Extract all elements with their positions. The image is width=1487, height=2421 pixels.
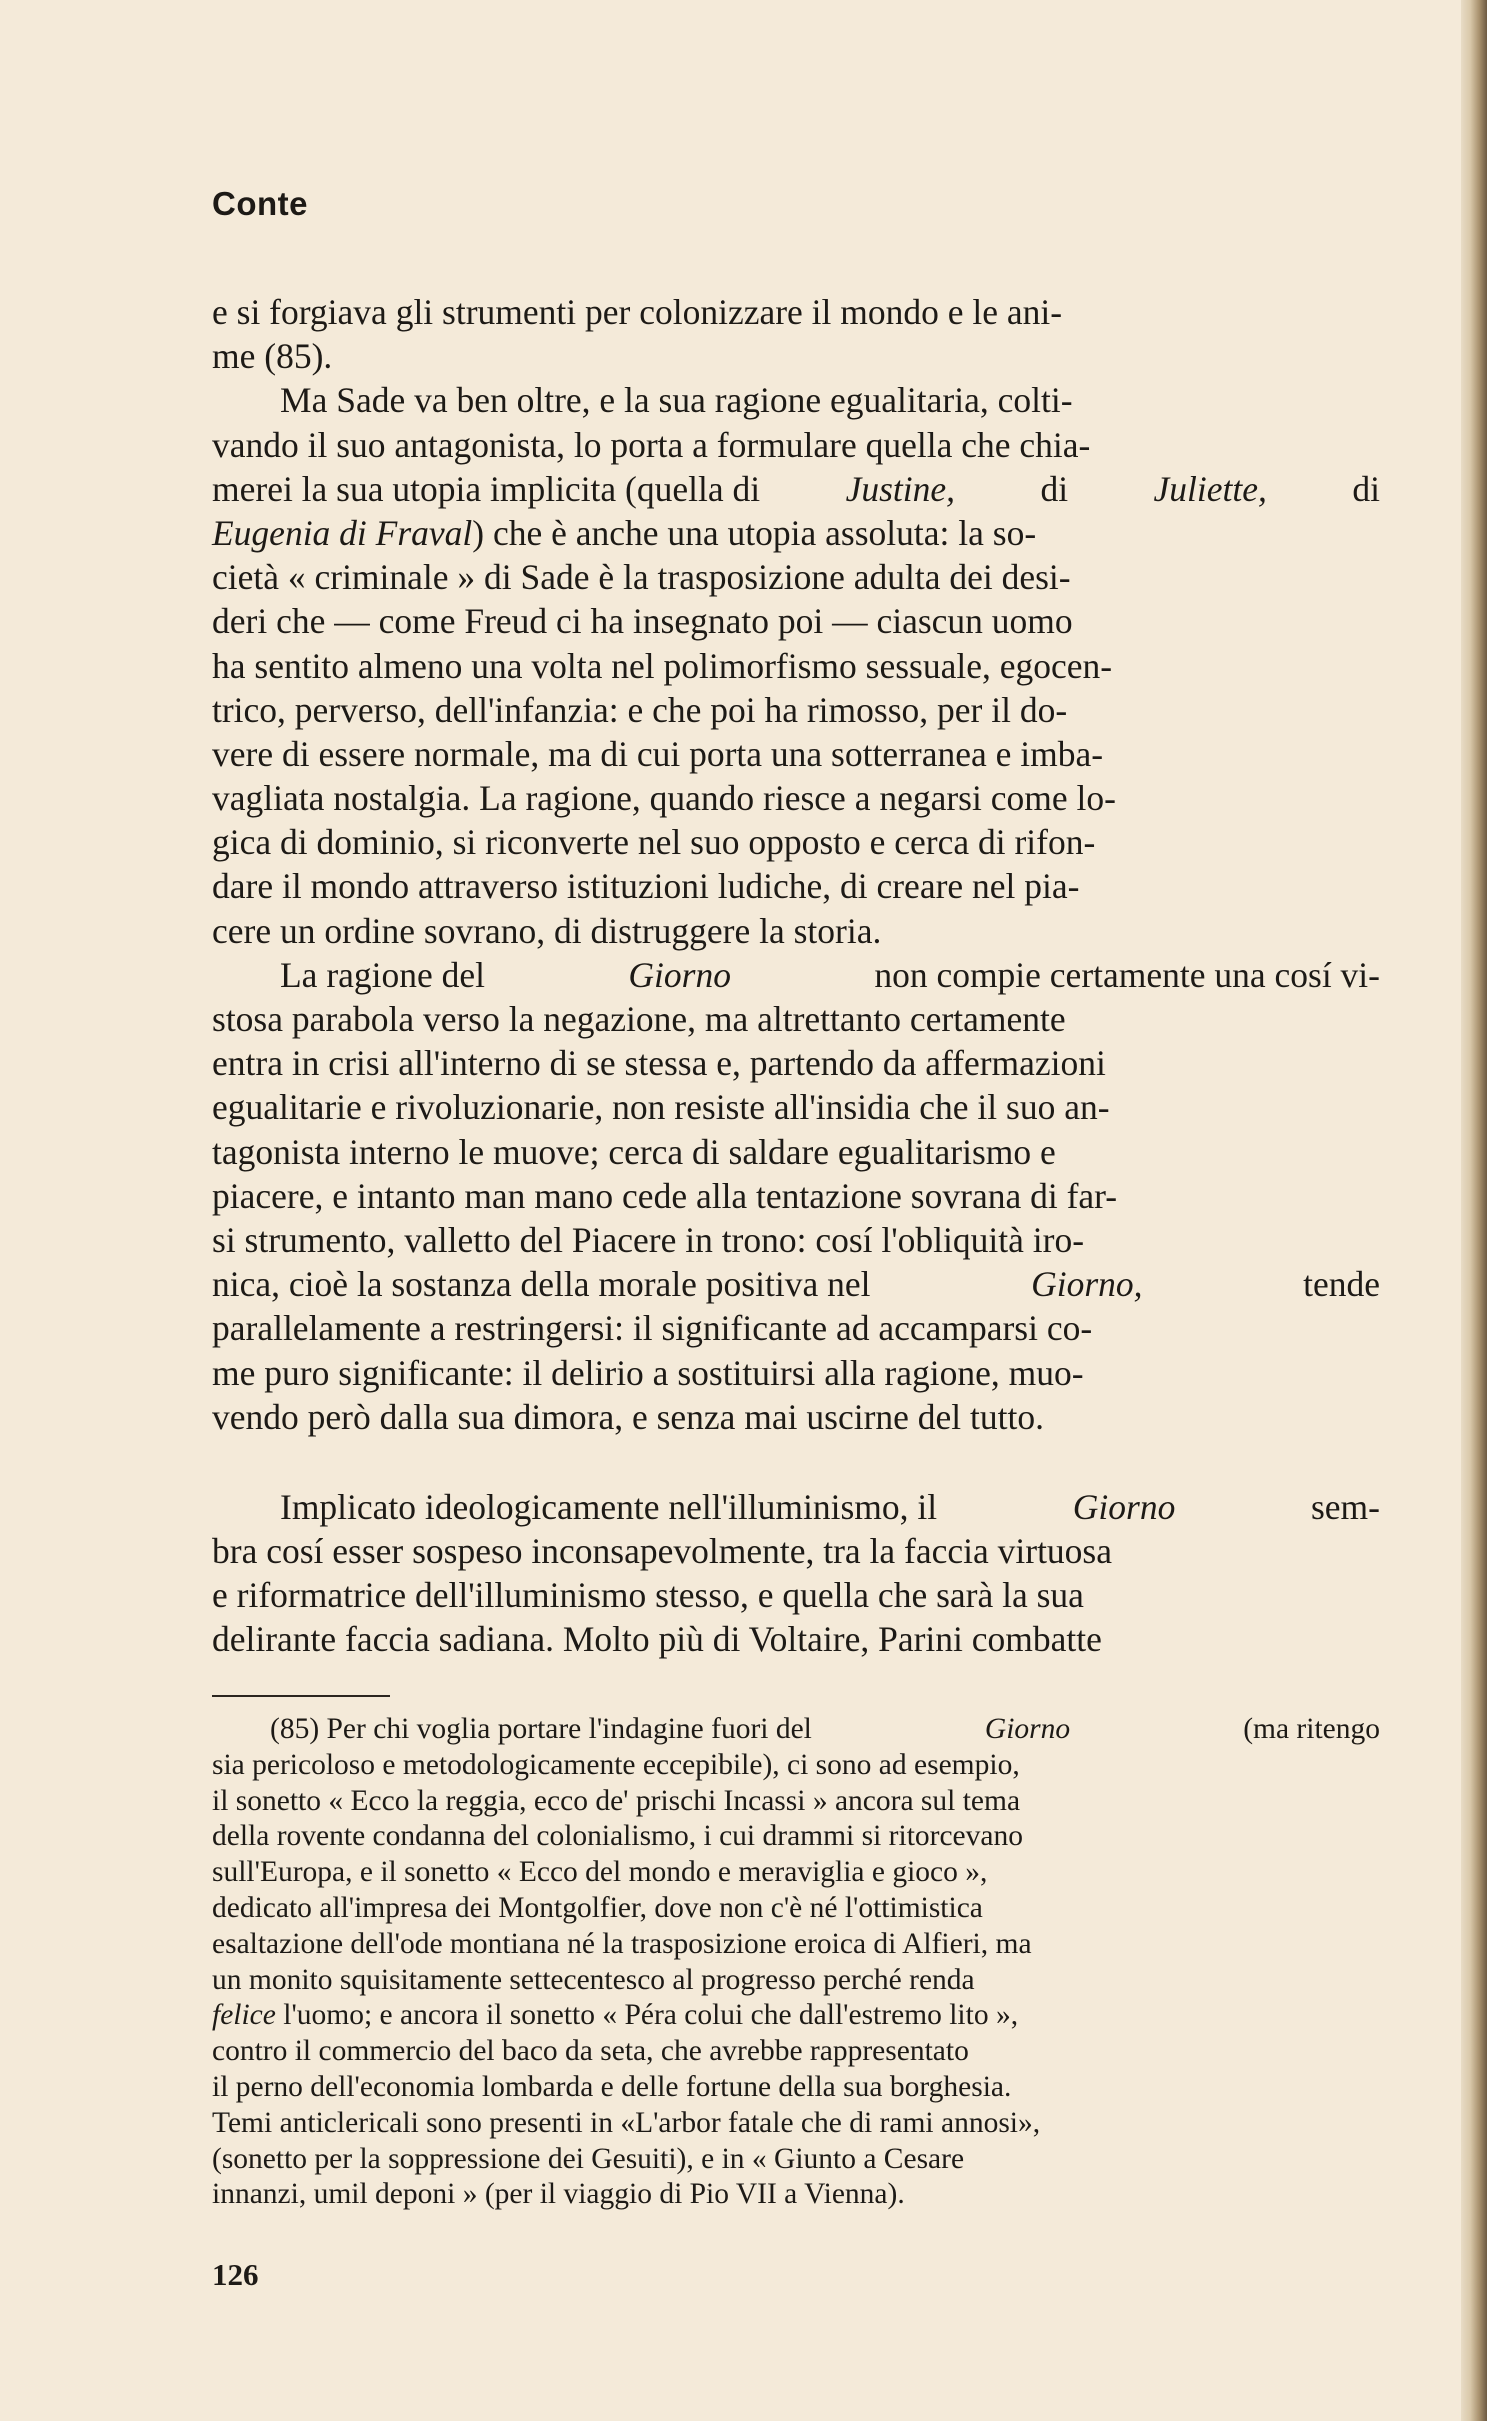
footnote-line-mixed [212,1998,1380,2034]
footnote-line: sia pericoloso e metodologicamente eccepibile), ci sono ad esempio, [212,1748,1020,1781]
running-header: Conte [212,185,308,222]
text-line: vere di essere normale, ma di cui porta una sotterranea e imba- [212,733,1104,774]
text-line: gica di dominio, si riconverte nel suo opposto e cerca di rifon- [212,822,1096,863]
italic-title: Giorno [628,954,731,995]
text-line: cere un ordine sovrano, di distruggere la storia. [212,910,882,951]
italic-title: Giorno [1072,1486,1176,1527]
text-line: vagliata nostalgia. La ragione, quando riesce a negarsi come lo- [212,778,1116,819]
text-segment: (ma ritengo [1243,1713,1380,1745]
footnote-line: innanzi, umil deponi » (per il viaggio di Pio VII a Vienna). [212,2178,905,2211]
text-segment: sem- [1310,1486,1380,1527]
text-segment: La ragione del [280,954,486,995]
italic-title: Giorno, [1031,1264,1143,1305]
text-segment: merei la sua utopia implicita (quella di [212,468,761,509]
text-line: ha sentito almeno una volta nel polimorfismo sessuale, egocen- [212,645,1113,686]
text-line: stosa parabola verso la negazione, ma altrettanto certamente [212,999,1066,1039]
text-line-mixed [212,1485,1380,1529]
page-number: 126 [212,2257,259,2292]
footnote-line: il perno dell'economia lombarda e delle fortune della sua borghesia. [212,2070,1012,2103]
text-line: e si forgiava gli strumenti per colonizzare il mondo e le ani- [212,292,1063,332]
text-line: e riformatrice dell'illuminismo stesso, e quella che sarà la sua [212,1575,1084,1616]
footnote [212,1712,1380,2213]
text-line: dare il mondo attraverso istituzioni ludiche, di creare nel pia- [212,866,1080,907]
italic-title: Justine, [845,468,955,509]
text-line-mixed [212,1262,1380,1306]
text-line-mixed [212,953,1380,997]
text-line: tagonista interno le muove; cerca di saldare egualitarismo e [212,1131,1056,1172]
text-segment: nica, cioè la sostanza della morale positiva nel [212,1264,871,1305]
text-line-mixed [212,511,1380,555]
text-segment: Implicato ideologicamente nell'illuminismo, il [280,1486,938,1527]
footnote-line: sull'Europa, e il sonetto « Ecco del mondo e meraviglia e gioco », [212,1856,988,1889]
text-segment: non compie certamente una cosí vi- [874,954,1380,995]
text-line: si strumento, valletto del Piacere in trono: cosí l'obliquità iro- [212,1219,1085,1260]
text-line: egualitarie e rivoluzionarie, non resiste all'insidia che il suo an- [212,1087,1110,1128]
text-line: cietà « criminale » di Sade è la trasposizione adulta dei desi- [212,557,1071,598]
text-line: me puro significante: il delirio a sostituirsi alla ragione, muo- [212,1352,1084,1393]
italic-title: Juliette, [1153,468,1267,509]
text-line: piacere, e intanto man mano cede alla tentazione sovrana di far- [212,1175,1118,1216]
footnote-line-mixed [212,1712,1380,1748]
italic-word: felice [212,1999,276,2032]
text-line: entra in crisi all'interno di se stessa e, partendo da affermazioni [212,1043,1106,1084]
text-line: trico, perverso, dell'infanzia: e che poi ha rimosso, per il do- [212,689,1068,730]
text-line: deri che — come Freud ci ha insegnato poi — ciascun uomo [212,601,1073,642]
text-segment: ) che è anche una utopia assoluta: la so- [472,512,1037,553]
text-line: bra cosí esser sospeso inconsapevolmente, tra la faccia virtuosa [212,1531,1112,1572]
page-edge-shadow [1461,0,1487,2421]
footnote-line: un monito squisitamente settecentesco al progresso perché renda [212,1963,975,1996]
text-segment: (85) Per chi voglia portare l'indagine fuori del [270,1713,812,1745]
footnote-line: il sonetto « Ecco la reggia, ecco de' prischi Incassi » ancora sul tema [212,1784,1021,1817]
text-segment: di [1352,468,1380,509]
footnote-line: dedicato all'impresa dei Montgolfier, dove non c'è né l'ottimistica [212,1891,983,1924]
text-line: me (85). [212,336,333,377]
main-text [212,290,1380,1662]
text-line: vendo però dalla sua dimora, e senza mai uscirne del tutto. [212,1396,1044,1437]
footnote-line: Temi anticlericali sono presenti in «L'arbor fatale che di rami annosi», [212,2106,1041,2139]
italic-title: Eugenia di Fraval [212,512,473,553]
footnote-line: della rovente condanna del colonialismo, i cui drammi si ritorcevano [212,1820,1023,1853]
text-line-mixed [212,467,1380,511]
italic-title: Giorno [984,1713,1071,1745]
text-line: parallelamente a restringersi: il significante ad accamparsi co- [212,1308,1093,1349]
text-line: delirante faccia sadiana. Molto più di Voltaire, Parini combatte [212,1619,1102,1660]
footnote-line: (sonetto per la soppressione dei Gesuiti), e in « Giunto a Cesare [212,2142,965,2175]
text-segment: tende [1303,1264,1380,1305]
text-segment: l'uomo; e ancora il sonetto « Péra colui che dall'estremo lito », [283,1999,1019,2032]
text-line: vando il suo antagonista, lo porta a formulare quella che chia- [212,424,1091,465]
text-segment: di [1040,468,1069,509]
text-line: Ma Sade va ben oltre, e la sua ragione egualitaria, colti- [280,380,1073,421]
footnote-separator [212,1695,390,1697]
footnote-line: esaltazione dell'ode montiana né la trasposizione eroica di Alfieri, ma [212,1927,1032,1960]
footnote-line: contro il commercio del baco da seta, che avrebbe rappresentato [212,2035,969,2068]
